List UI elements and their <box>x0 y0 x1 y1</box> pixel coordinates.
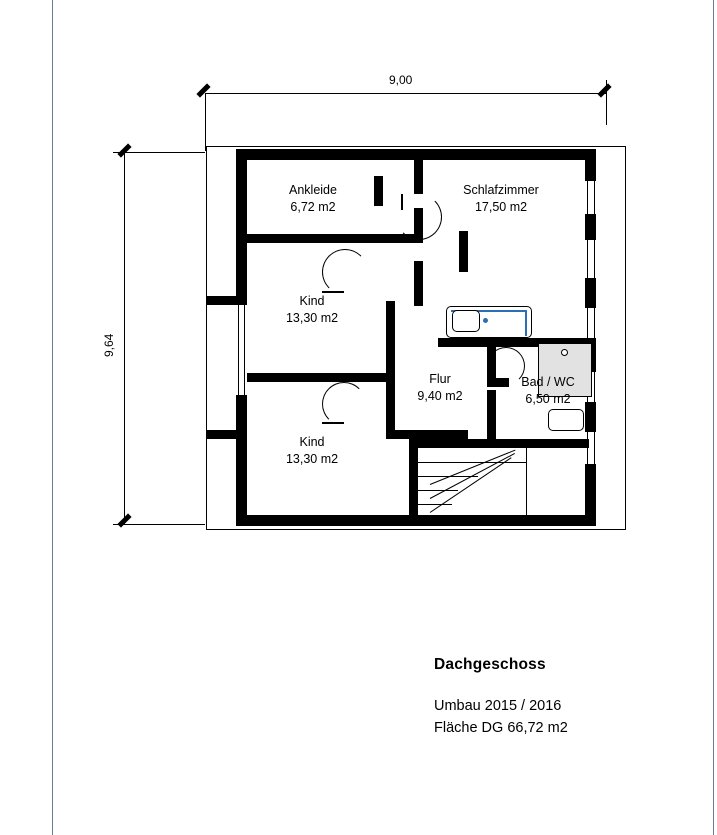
interior-wall-stair-left <box>409 439 418 526</box>
page-frame-right-rule <box>713 0 714 835</box>
left-dimension-line <box>124 152 125 524</box>
exterior-wall-right-c <box>585 278 596 308</box>
room-name-kind-upper: Kind <box>299 294 325 308</box>
left-glazing-end-bottom <box>236 395 247 399</box>
interior-wall-horizontal-kind-upper <box>247 373 395 382</box>
room-label-ankleide <box>253 182 373 216</box>
stair-tread-3 <box>418 490 458 491</box>
stair-tread-1 <box>418 462 526 463</box>
room-area-schlafzimmer: 17,50 m2 <box>474 200 528 214</box>
top-dimension-line <box>205 93 607 94</box>
left-dimension-extension-top <box>113 152 205 153</box>
room-name-ankleide: Ankleide <box>289 183 337 197</box>
room-area-ankleide: 6,72 m2 <box>290 200 336 214</box>
interior-wall-vertical-center-lower <box>414 261 423 306</box>
caption-title: Dachgeschoss <box>434 656 546 673</box>
interior-wall-horizontal-ankleide <box>247 234 423 243</box>
bathtub-edge-highlight <box>525 310 527 336</box>
room-area-kind-upper: 13,30 m2 <box>285 311 339 325</box>
room-name-bad-wc: Bad / WC <box>521 375 575 389</box>
interior-wall-horizontal-flur-bottom <box>386 430 468 439</box>
interior-wall-vertical-kind-right <box>386 301 395 376</box>
top-dimension-tick-right <box>597 83 611 97</box>
left-glazing-line-a <box>238 295 239 399</box>
door-leaf-schlafzimmer <box>401 194 403 210</box>
stair-outline-right <box>526 448 527 526</box>
interior-wall-stub-ankleide-right <box>374 176 383 206</box>
room-area-kind-lower: 13,30 m2 <box>285 452 339 466</box>
right-window-line-j <box>594 432 595 464</box>
exterior-wall-right-b <box>585 214 596 240</box>
door-leaf-kind-lower <box>322 422 344 424</box>
right-window-line-c <box>587 240 588 278</box>
right-window-line-i <box>587 432 588 464</box>
right-window-line-f <box>594 308 595 342</box>
room-label-bad-wc <box>500 374 596 408</box>
interior-wall-stair-top <box>409 439 589 448</box>
top-dimension-label: 9,00 <box>389 73 413 87</box>
left-dimension-extension-bottom <box>113 524 205 525</box>
top-dimension-extension-left <box>205 93 206 151</box>
wc-fixture <box>548 409 584 431</box>
interior-wall-stub-left-lower <box>206 430 247 439</box>
room-name-kind-lower: Kind <box>299 435 325 449</box>
caption-line-umbau: Umbau 2015 / 2016 <box>434 698 562 714</box>
room-label-kind-lower <box>247 434 377 468</box>
interior-wall-vertical-flur-top <box>459 231 468 272</box>
exterior-wall-right-a <box>585 149 596 181</box>
door-arc-kind-upper <box>322 249 368 295</box>
room-label-flur <box>394 371 486 405</box>
stair-tread-4 <box>418 504 452 505</box>
room-label-schlafzimmer <box>408 182 594 216</box>
left-dimension-tick-bottom <box>117 513 131 527</box>
top-dimension-tick-left <box>196 83 210 97</box>
exterior-wall-right-f <box>585 464 596 526</box>
interior-wall-stub-left-mid <box>206 296 247 305</box>
right-window-line-b <box>594 181 595 214</box>
page-frame-left-rule <box>52 0 53 835</box>
door-arc-kind-lower <box>322 382 366 426</box>
floor-plan-drawing <box>206 146 626 530</box>
interior-wall-vertical-bath-left-lower <box>487 390 496 440</box>
room-name-flur: Flur <box>429 372 451 386</box>
left-dimension-label: 9,64 <box>102 333 116 357</box>
exterior-wall-left-lower <box>236 399 247 526</box>
left-glazing-line-b <box>244 295 245 399</box>
exterior-wall-left-upper <box>236 149 247 295</box>
right-window-line-e <box>587 308 588 342</box>
room-area-bad-wc: 6,50 m2 <box>525 392 571 406</box>
room-area-flur: 9,40 m2 <box>417 389 463 403</box>
room-name-schlafzimmer: Schlafzimmer <box>463 183 539 197</box>
bathtub-drain-icon <box>483 318 488 323</box>
shower-drain-icon <box>561 349 568 356</box>
caption-block <box>434 656 704 742</box>
room-label-kind-upper <box>247 293 377 327</box>
right-window-line-d <box>594 240 595 278</box>
washbasin-fixture <box>452 310 480 332</box>
caption-line-flaeche: Fläche DG 66,72 m2 <box>434 720 568 736</box>
